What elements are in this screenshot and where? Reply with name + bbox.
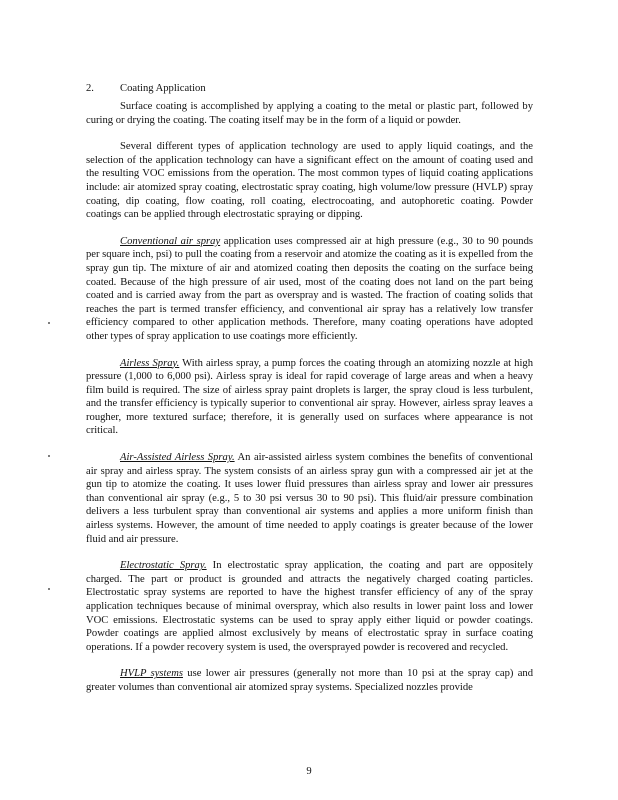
paragraph-text: Surface coating is accomplished by applying a coating to the metal or plastic part, followed by curing or drying the coating. The coating itself may be in the form of a liquid or powder. <box>86 101 533 126</box>
paragraph-lead-term: Air-Assisted Airless Spray. <box>120 452 235 464</box>
paragraph-lead-term: Electrostatic Spray. <box>120 560 207 572</box>
paragraph <box>86 357 533 439</box>
scan-speck <box>48 322 50 324</box>
paragraph-text: In electrostatic spray application, the coating and part are oppositely charged. The part or product is grounded and attracts the negatively charged coating particles. Electrostatic spray systems are reported to have the highest transfer efficiency of any of the spray application techniques because of minimal overspray, which also results in lower paint loss and lower VOC emissions. Electrostatic systems can be used to spray apply either liquid or powder coatings. Powder coatings are applied almost exclusively by means of electrostatic spray in surface coating operations. If a powder recovery system is used, the oversprayed powder is recovered and recycled. <box>86 560 534 653</box>
section-number: 2. <box>86 83 94 94</box>
paragraph <box>86 235 533 344</box>
paragraph-text: Several different types of application technology are used to apply liquid coatings, and the selection of the application technology can have a significant effect on the amount of coating used and the resulting VOC emissions from the operation. The most common types of liquid coating applications include: air atomized spray coating, electrostatic spray coating, high volume/low pressure (HVLP) spray coating, dip coating, flow coating, roll coating, electrocoating, and autophoretic coating. Powder coatings can be applied through electrostatic spraying or dipping. <box>86 141 533 221</box>
paragraph-text: An air-assisted airless system combines the benefits of conventional air spray and airless spray. The system consists of an airless spray gun with a compressed air jet at the gun tip to atomize the coating. It uses lower fluid pressures than airless spray and lower air pressures than conventional air spray (e.g., 5 to 30 psi versus 30 to 90 psi). This fluid/air pressure combination delivers a less turbulent spray than conventional air systems and applies a more uniform finish than airless systems. However, the amount of time needed to apply coatings is greater because of the lower fluid and air pressure. <box>86 452 533 545</box>
scan-speck <box>48 455 50 457</box>
paragraph-lead-term: HVLP systems <box>120 668 183 680</box>
paragraph <box>86 667 533 694</box>
body-text <box>86 100 533 695</box>
paragraph <box>86 100 533 127</box>
paragraph-text: application uses compressed air at high pressure (e.g., 30 to 90 pounds per square inch, psi) to pull the coating from a reservoir and atomize the coating as it is expelled from the spray gun tip. The mixture of air and atomized coating then deposits the coating on the surface being coated. Because of the high pressure of air used, most of the coating does not land on the part being coated and is carried away from the part as overspray and is wasted. The fraction of coating solids that reaches the part is termed transfer efficiency, and conventional air spray has a relatively low transfer efficiency compared to other application methods. Therefore, many coating operations have adopted other types of spray application to use coatings more efficiently. <box>86 235 533 342</box>
paragraph-lead-term: Conventional air spray <box>120 235 221 247</box>
paragraph-text: With airless spray, a pump forces the coating through an atomizing nozzle at high pressure (1,000 to 6,000 psi). Airless spray is ideal for rapid coverage of large areas and when a heavy film build is required. The size of airless spray paint droplets is larger, the spray cloud is less turbulent, and the transfer efficiency is typically superior to conventional air spray. However, airless spray leaves a rougher, more textured surface; therefore, it is generally used on surfaces where appearance is not critical. <box>86 357 533 437</box>
section-title: Coating Application <box>120 83 206 94</box>
paragraph <box>86 559 533 654</box>
paragraph-lead-term: Airless Spray. <box>120 357 180 369</box>
section-heading <box>86 82 206 95</box>
paragraph-text: use lower air pressures (generally not more than 10 psi at the spray cap) and greater volumes than conventional air atomized spray systems. Specialized nozzles provide <box>86 668 534 693</box>
page-number: 9 <box>306 766 312 777</box>
scan-speck <box>48 588 50 590</box>
paragraph <box>86 140 533 222</box>
paragraph <box>86 451 533 546</box>
